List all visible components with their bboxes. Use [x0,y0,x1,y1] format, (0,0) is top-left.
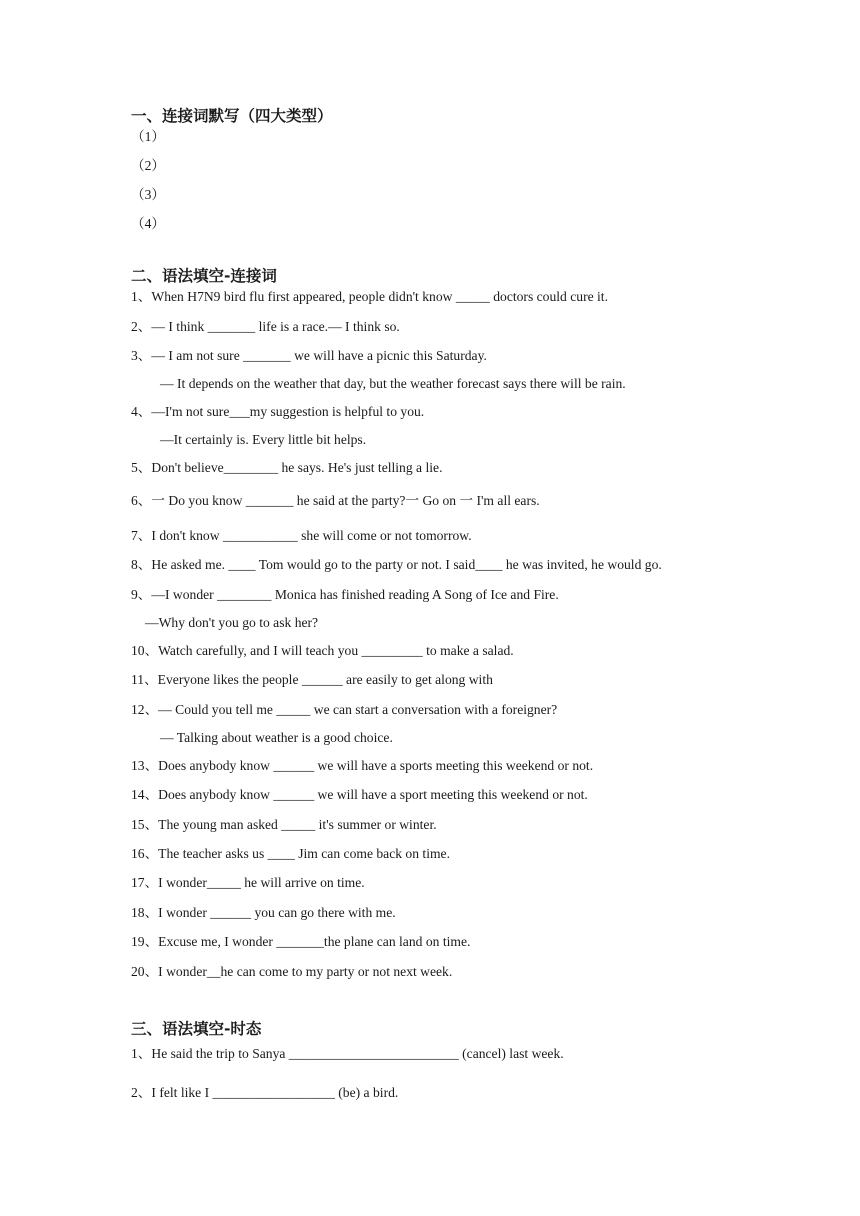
question-line: 3、— I am not sure _______ we will have a picnic this Saturday. [131,348,487,363]
question-line: 6、一 Do you know _______ he said at the party?一 Go on 一 I'm all ears. [131,493,540,508]
blank-item-1: （1） [131,129,165,144]
question-line: 12、— Could you tell me _____ we can start a conversation with a foreigner? [131,702,558,717]
question-line: 5、Don't believe________ he says. He's just telling a lie. [131,460,443,475]
question-line: 1、When H7N9 bird flu first appeared, people didn't know _____ doctors could cure it. [131,289,608,304]
blank-item-4: （4） [131,216,165,231]
question-line: 20、I wonder__he can come to my party or not next week. [131,964,453,979]
question-line: 11、Everyone likes the people ______ are easily to get along with [131,672,493,687]
section-heading-grammar-tenses: 三、语法填空-时态 [131,1020,262,1038]
answer-line: —It certainly is. Every little bit helps. [160,432,367,447]
question-line: 2、I felt like I __________________ (be) a bird. [131,1085,399,1100]
question-line: 7、I don't know ___________ she will come or not tomorrow. [131,528,472,543]
section-heading-conjunctions: 一、连接词默写（四大类型） [131,107,333,125]
question-line: 17、I wonder_____ he will arrive on time. [131,875,365,890]
blank-item-2: （2） [131,158,165,173]
question-line: 2、— I think _______ life is a race.— I think so. [131,319,400,334]
question-line: 16、The teacher asks us ____ Jim can come back on time. [131,846,450,861]
question-line: 19、Excuse me, I wonder _______the plane can land on time. [131,934,471,949]
question-line: 1、He said the trip to Sanya _________________________ (cancel) last week. [131,1046,564,1061]
question-line: 13、Does anybody know ______ we will have a sports meeting this weekend or not. [131,758,594,773]
question-line: 8、He asked me. ____ Tom would go to the party or not. I said____ he was invited, he would go. [131,557,662,572]
question-line: 15、The young man asked _____ it's summer or winter. [131,817,437,832]
answer-line: —Why don't you go to ask her? [145,615,319,630]
answer-line: — Talking about weather is a good choice. [160,730,393,745]
question-line: 18、I wonder ______ you can go there with me. [131,905,396,920]
question-line: 10、Watch carefully, and I will teach you _________ to make a salad. [131,643,514,658]
question-line: 4、—I'm not sure___my suggestion is helpful to you. [131,404,425,419]
question-line: 14、Does anybody know ______ we will have a sport meeting this weekend or not. [131,787,588,802]
section-heading-grammar-conjunctions: 二、语法填空-连接词 [131,267,277,285]
answer-line: — It depends on the weather that day, but the weather forecast says there will be rain. [160,376,626,391]
blank-item-3: （3） [131,187,165,202]
question-line: 9、—I wonder ________ Monica has finished reading A Song of Ice and Fire. [131,587,559,602]
